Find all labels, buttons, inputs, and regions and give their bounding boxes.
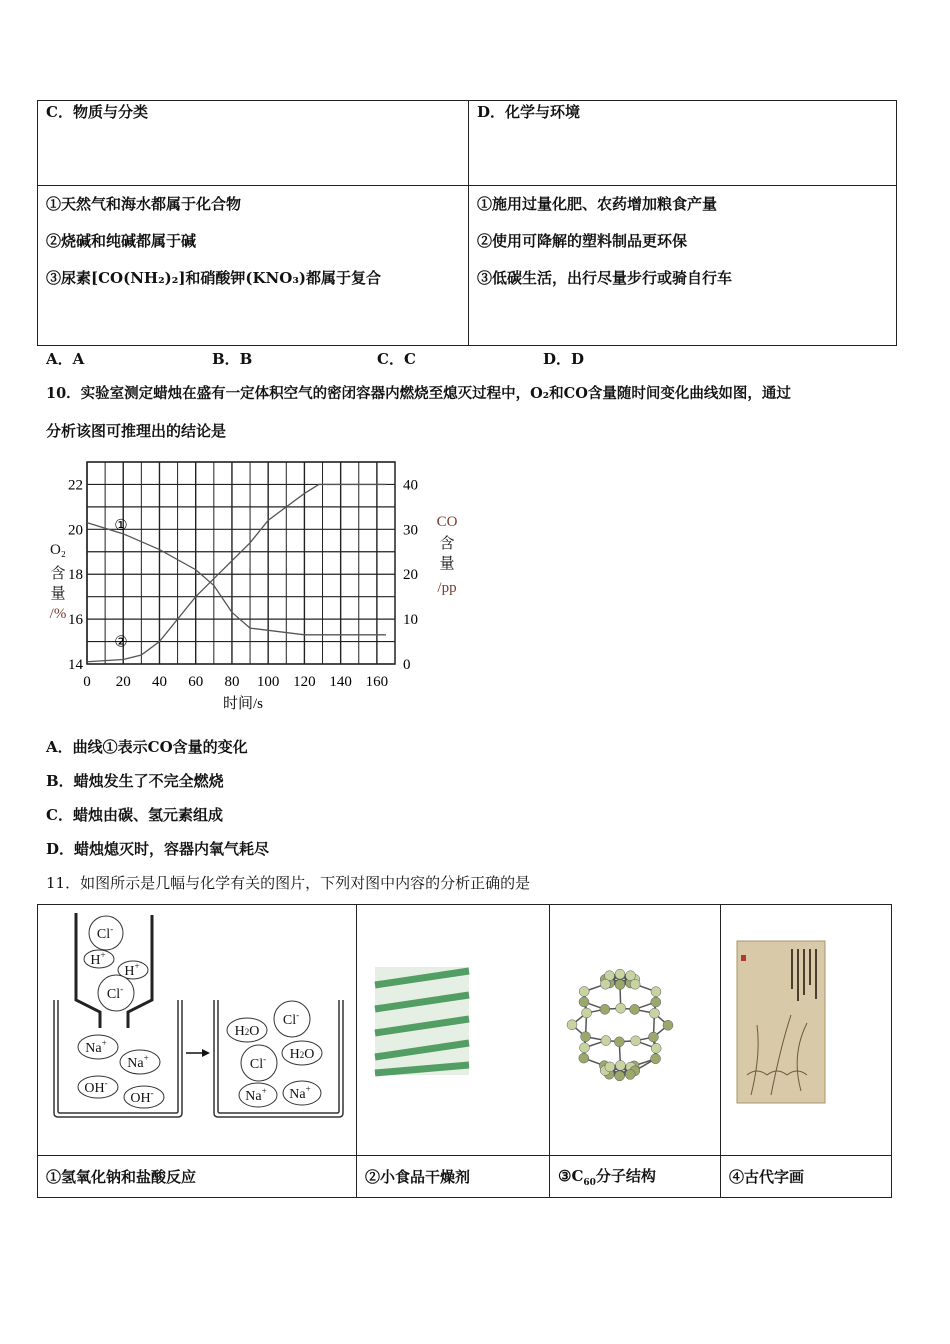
caption-c60-subscript: 60 xyxy=(583,1178,596,1188)
y-left-tick-label: 18 xyxy=(68,567,83,584)
ion-na: Na+ xyxy=(289,1084,311,1102)
x-tick-label: 160 xyxy=(365,674,389,690)
carbon-atom xyxy=(630,979,640,989)
carbon-atom xyxy=(615,1071,625,1081)
q9-option-c[interactable]: C．C xyxy=(377,350,416,368)
x-tick-label: 40 xyxy=(151,674,167,690)
carbon-atom xyxy=(615,969,625,979)
q9-option-a[interactable]: A．A xyxy=(46,350,85,368)
list-item: ①天然气和海水都属于化合物 xyxy=(46,195,242,213)
series-label-1: ① xyxy=(114,517,128,534)
caption-neutralization: ①氢氧化钠和盐酸反应 xyxy=(38,1156,357,1198)
y-right-tick-label: 40 xyxy=(403,477,418,494)
y-right-tick-label: 30 xyxy=(403,522,418,539)
y-left-axis-label: 含 xyxy=(50,566,66,582)
q10-option-d[interactable]: D．蜡烛熄灭时，容器内氧气耗尽 xyxy=(46,840,270,858)
carbon-atom xyxy=(649,1008,659,1018)
carbon-atom xyxy=(579,1043,589,1053)
ion-h: H+ xyxy=(90,950,106,968)
carbon-atom xyxy=(651,997,661,1007)
y-left-axis-label: 量 xyxy=(50,586,66,602)
carbon-atom xyxy=(605,1062,615,1072)
y-left-tick-label: 16 xyxy=(68,612,83,629)
carbon-atom xyxy=(579,1053,589,1063)
c60-figure-cell xyxy=(550,905,721,1156)
x-tick-label: 120 xyxy=(293,674,316,690)
molecule-h2o: H2O xyxy=(234,1024,260,1039)
y-right-axis-label: 量 xyxy=(439,556,455,572)
ion-cl: Cl- xyxy=(249,1054,267,1072)
y-right-tick-label: 10 xyxy=(403,612,418,629)
series-label-2: ② xyxy=(114,634,128,651)
y-left-axis-label: O₂ xyxy=(49,542,67,558)
desiccant-packet-image xyxy=(357,905,549,1151)
q10-stem-line2: 分析该图可推理出的结论是 xyxy=(46,422,227,440)
y-left-axis-label: /% xyxy=(49,606,67,622)
molecule-h2o: H2O xyxy=(289,1047,315,1062)
q10-stem-line1: 10．实验室测定蜡烛在盛有一定体积空气的密闭容器内燃烧至熄灭过程中，O₂和CO含量随时间变化曲线如图，通过 xyxy=(46,385,791,402)
ion-na: Na+ xyxy=(127,1053,149,1071)
carbon-atom xyxy=(615,1060,625,1070)
carbon-atom xyxy=(615,980,625,990)
carbon-atom xyxy=(614,1037,624,1047)
plot-frame xyxy=(87,462,395,664)
carbon-atom xyxy=(625,1069,635,1079)
arrow-right-icon xyxy=(186,1049,210,1057)
painting-figure-cell xyxy=(721,905,892,1156)
ion-cl: Cl- xyxy=(106,984,124,1002)
y-right-axis-label: 含 xyxy=(439,536,455,552)
list-item: ②使用可降解的塑料制品更环保 xyxy=(477,232,688,250)
y-right-tick-label: 20 xyxy=(403,567,418,584)
ancient-painting-image xyxy=(721,905,891,1151)
ion-oh: OH- xyxy=(130,1088,154,1106)
col-c-items xyxy=(38,186,469,346)
carbon-atom xyxy=(648,1032,658,1042)
y-left-tick-label: 22 xyxy=(68,477,83,494)
carbon-atom xyxy=(631,1036,641,1046)
x-tick-label: 80 xyxy=(224,674,240,690)
list-item: ①施用过量化肥、农药增加粮食产量 xyxy=(477,195,718,213)
x-tick-label: 100 xyxy=(256,674,280,690)
col-c-heading: C．物质与分类 xyxy=(38,101,469,186)
carbon-atom xyxy=(651,1043,661,1053)
neutralization-figure-cell xyxy=(38,905,357,1156)
caption-c60 xyxy=(550,1156,721,1198)
c60-molecule-image xyxy=(550,905,720,1151)
carbon-atom xyxy=(579,997,589,1007)
ion-cl: Cl- xyxy=(282,1010,300,1028)
caption-desiccant: ②小食品干燥剂 xyxy=(357,1156,550,1198)
carbon-atom xyxy=(651,1054,661,1064)
list-item: ③低碳生活，出行尽量步行或骑自行车 xyxy=(477,269,733,287)
caption-c60-symbol: ③C xyxy=(558,1167,584,1185)
caption-painting: ④古代字画 xyxy=(721,1156,892,1198)
x-tick-label: 60 xyxy=(188,674,204,690)
carbon-atom xyxy=(579,986,589,996)
neutralization-diagram xyxy=(38,905,356,1151)
desiccant-figure-cell xyxy=(357,905,550,1156)
y-right-tick-label: 0 xyxy=(403,657,411,673)
col-d-heading: D．化学与环境 xyxy=(469,101,897,186)
x-tick-label: 140 xyxy=(329,674,352,690)
ion-oh: OH- xyxy=(84,1078,108,1096)
x-axis-label: 时间/s xyxy=(222,696,264,712)
ion-na: Na+ xyxy=(85,1038,107,1056)
x-tick-label: 0 xyxy=(83,674,91,690)
q10-option-c[interactable]: C．蜡烛由碳、氢元素组成 xyxy=(46,806,223,824)
y-left-tick-label: 14 xyxy=(68,657,83,673)
q9-option-b[interactable]: B．B xyxy=(212,350,253,368)
carbon-atom xyxy=(616,1003,626,1013)
carbon-atom xyxy=(630,1004,640,1014)
ion-na: Na+ xyxy=(245,1086,267,1104)
carbon-atom xyxy=(601,1036,611,1046)
x-tick-label: 20 xyxy=(115,674,131,690)
carbon-atom xyxy=(663,1020,673,1030)
col-d-items xyxy=(469,186,897,346)
carbon-atom xyxy=(651,987,661,997)
carbon-atom xyxy=(582,1008,592,1018)
carbon-atom xyxy=(600,979,610,989)
list-item: ③尿素[CO(NH₂)₂]和硝酸钾(KNO₃)都属于复合 xyxy=(46,269,381,287)
y-right-axis-label: /pp xyxy=(437,580,457,596)
q9-table xyxy=(37,100,897,346)
q11-table xyxy=(37,904,892,1198)
q10-option-b[interactable]: B．蜡烛发生了不完全燃烧 xyxy=(46,772,224,790)
carbon-atom xyxy=(600,1004,610,1014)
y-right-axis-label: CO xyxy=(436,514,458,530)
q11-stem: 11．如图所示是几幅与化学有关的图片，下列对图中内容的分析正确的是 xyxy=(46,874,531,892)
q10-option-a[interactable]: A．曲线①表示CO含量的变化 xyxy=(46,738,248,756)
carbon-atom xyxy=(581,1032,591,1042)
o2-co-chart xyxy=(0,450,480,720)
y-left-tick-label: 20 xyxy=(68,522,83,539)
list-item: ②烧碱和纯碱都属于碱 xyxy=(46,232,197,250)
ion-h: H+ xyxy=(124,961,140,979)
ion-cl: Cl- xyxy=(96,924,114,942)
q9-option-d[interactable]: D．D xyxy=(543,350,585,368)
carbon-atom xyxy=(567,1020,577,1030)
caption-c60-text: 分子结构 xyxy=(595,1167,656,1185)
